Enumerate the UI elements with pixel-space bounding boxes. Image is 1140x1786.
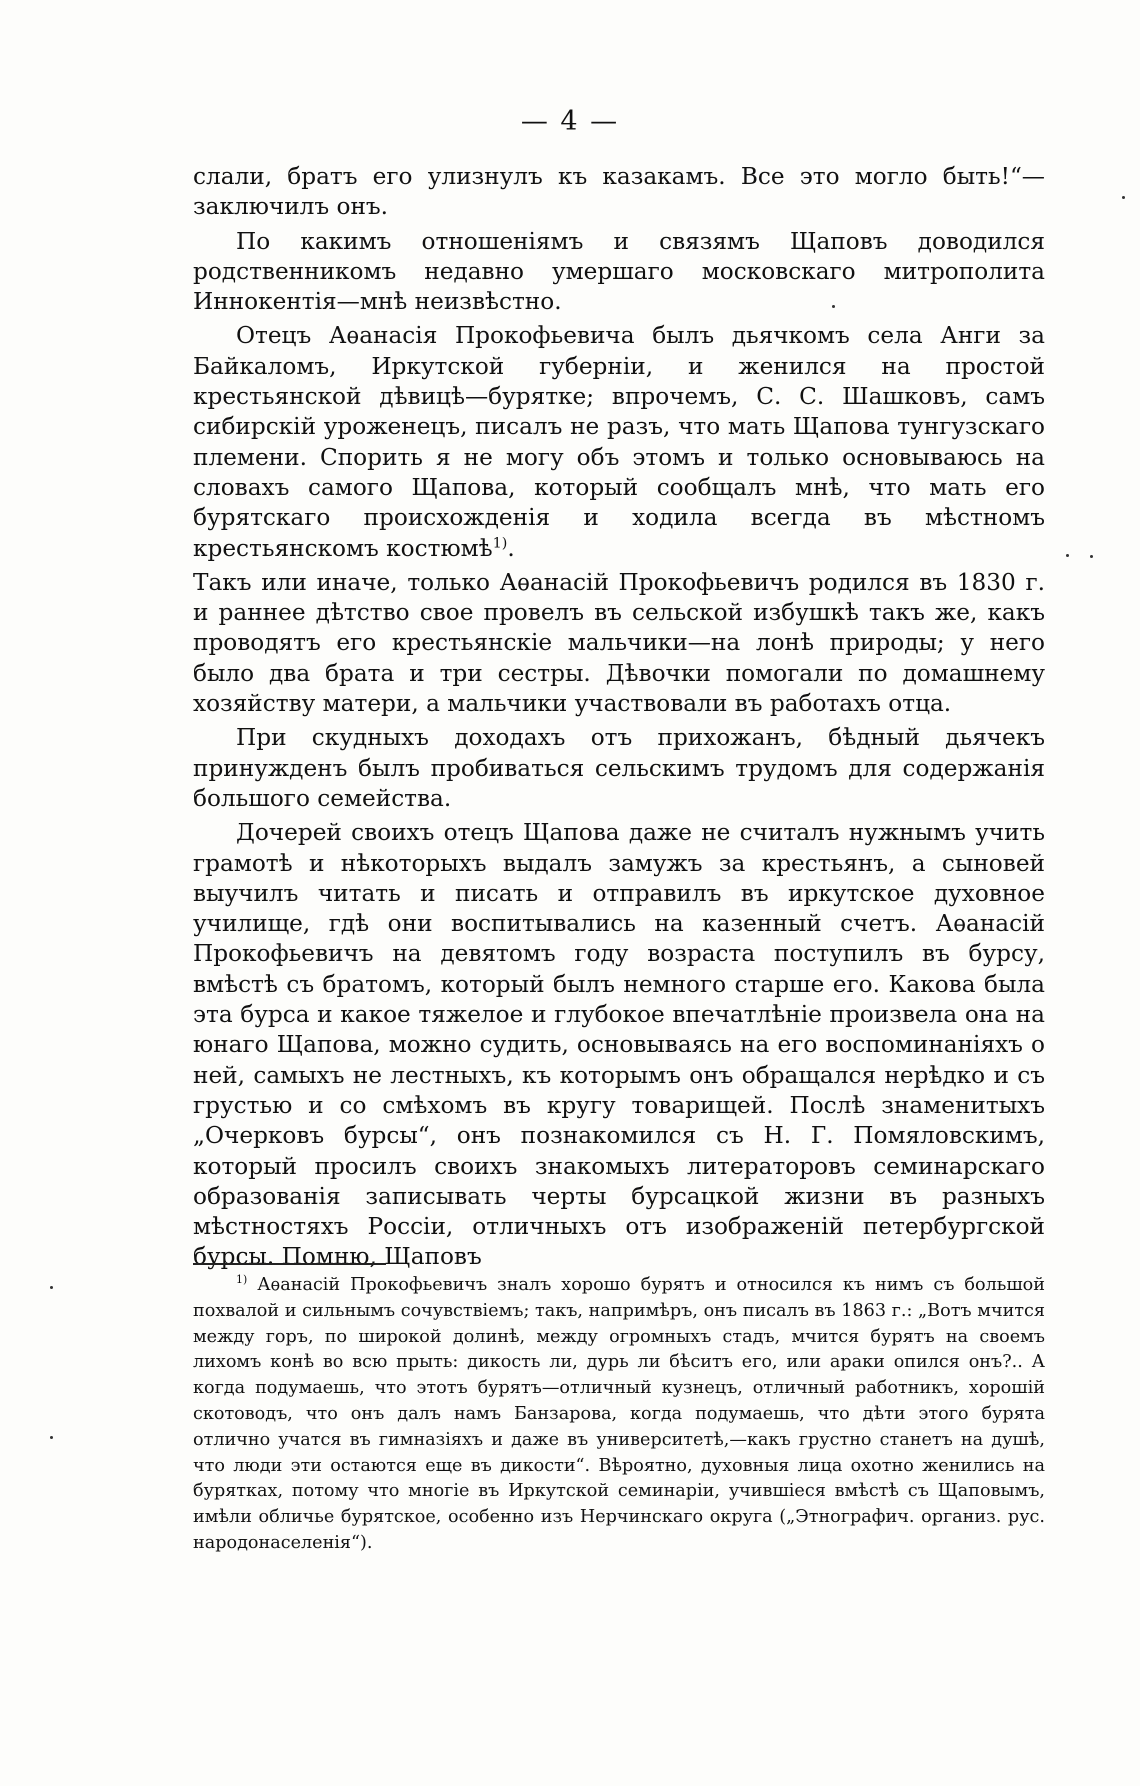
footnotes [193,1273,1045,1557]
footnote-1 [193,1273,1045,1557]
scan-speck [832,305,835,308]
paragraph-continuation: слали, братъ его улизнулъ къ казакамъ. Все это могло быть!“— заключилъ онъ. [193,163,1045,221]
page-number: — 4 — [520,106,620,137]
scan-speck [1090,555,1093,558]
paragraph-education-bursa: Дочерей своихъ отецъ Щапова даже не считалъ нужнымъ учить грамотѣ и нѣкоторыхъ выдалъ замужъ за крестьянъ, а сыновей выучилъ читать и писать и отправилъ въ иркутское духовное училище, гдѣ они воспитывались на казенный счетъ. Аѳанасій Прокофьевичъ на девятомъ году возраста поступилъ въ бурсу, вмѣстѣ съ братомъ, который былъ немного старше его. Какова была эта бурса и какое тяжелое и глубокое впечатлѣніе произвела она на юнаго Щапова, можно судить, основываясь на его воспоминаніяхъ о ней, самыхъ не лестныхъ, къ которымъ онъ обращался нерѣдко и съ грустью и со смѣхомъ въ кругу товарищей. Послѣ знаменитыхъ „Очерковъ бурсы“, онъ познакомился съ Н. Г. Помяловскимъ, который просилъ своихъ знакомыхъ литераторовъ семинарскаго образованія записывать черты бурсацкой жизни въ разныхъ мѣстностяхъ Россіи, отличныхъ отъ изображеній петербургской бурсы. Помню, Щаповъ [193,819,1045,1271]
footnote-divider [193,1263,386,1265]
paragraph-poor-clerk: При скудныхъ доходахъ отъ прихожанъ, бѣдный дьячекъ принужденъ былъ пробиваться сельскимъ трудомъ для содержанія большого семейства. [193,724,1045,812]
scan-speck [50,1436,53,1439]
paragraph-relation-innokenty: По какимъ отношеніямъ и связямъ Щаповъ доводился родственникомъ недавно умершаго московскаго митрополита Иннокентія—мнѣ неизвѣстно. [193,227,1045,316]
paragraph-father-text: Отецъ Аѳанасія Прокофьевича былъ дьячкомъ села Анги за Байкаломъ, Иркутской губерніи, и женился на простой крестьянской дѣвицѣ—бурятке; впрочемъ, С. С. Шашковъ, самъ сибирскій уроженецъ, писалъ не разъ, что мать Щапова тунгузскаго племени. Спорить я не могу объ этомъ и только основываюсь на словахъ самого Щапова, который сообщалъ мнѣ, что мать его бурятскаго происхожденія и ходила всегда въ мѣстномъ крестьянскомъ костюмѣ [193,322,1045,562]
scan-speck [50,1286,53,1289]
main-text [193,162,1045,1277]
footnote-1-marker: 1) [236,1273,248,1287]
scan-speck [1122,196,1125,199]
paragraph-father-end: . [507,534,515,562]
paragraph-father [193,321,1045,563]
paragraph-birth-1830: Такъ или иначе, только Аѳанасій Прокофьевичъ родился въ 1830 г. и раннее дѣтство свое провелъ въ сельской избушкѣ такъ же, какъ проводятъ его крестьянскіе мальчики—на лонѣ природы; у него было два брата и три сестры. Дѣвочки помогали по домашнему хозяйству матери, а мальчики участвовали въ работахъ отца. [193,568,1045,718]
footnote-reference-1: 1) [492,534,508,551]
footnote-1-text: Аѳанасій Прокофьевичъ зналъ хорошо бурятъ и относился къ нимъ съ большой похвалой и сильнымъ сочувствіемъ; такъ, напримѣръ, онъ писалъ въ 1863 г.: „Вотъ мчится между горъ, по широкой долинѣ, между огромныхъ стадъ, мчится бурятъ на своемъ лихомъ конѣ во всю прыть: дикость ли, дурь ли бѣситъ его, или араки опился онъ?.. А когда подумаешь, что этотъ бурятъ—отличный кузнецъ, отличный работникъ, хорошій скотоводъ, что онъ далъ намъ Банзарова, когда подумаешь, что дѣти этого бурята отлично учатся въ гимназіяхъ и даже въ университетѣ,—какъ грустно станетъ на душѣ, что люди эти остаются еще въ дикости“. Вѣроятно, духовныя лица охотно женились на бурятках, потому что многіе въ Иркутской семинаріи, учившіеся вмѣстѣ съ Щаповымъ, имѣли обличье бурятское, особенно изъ Нерчинскаго округа („Этнографич. организ. рус. народонаселенія“). [193,1275,1046,1553]
scan-speck [1066,554,1069,557]
